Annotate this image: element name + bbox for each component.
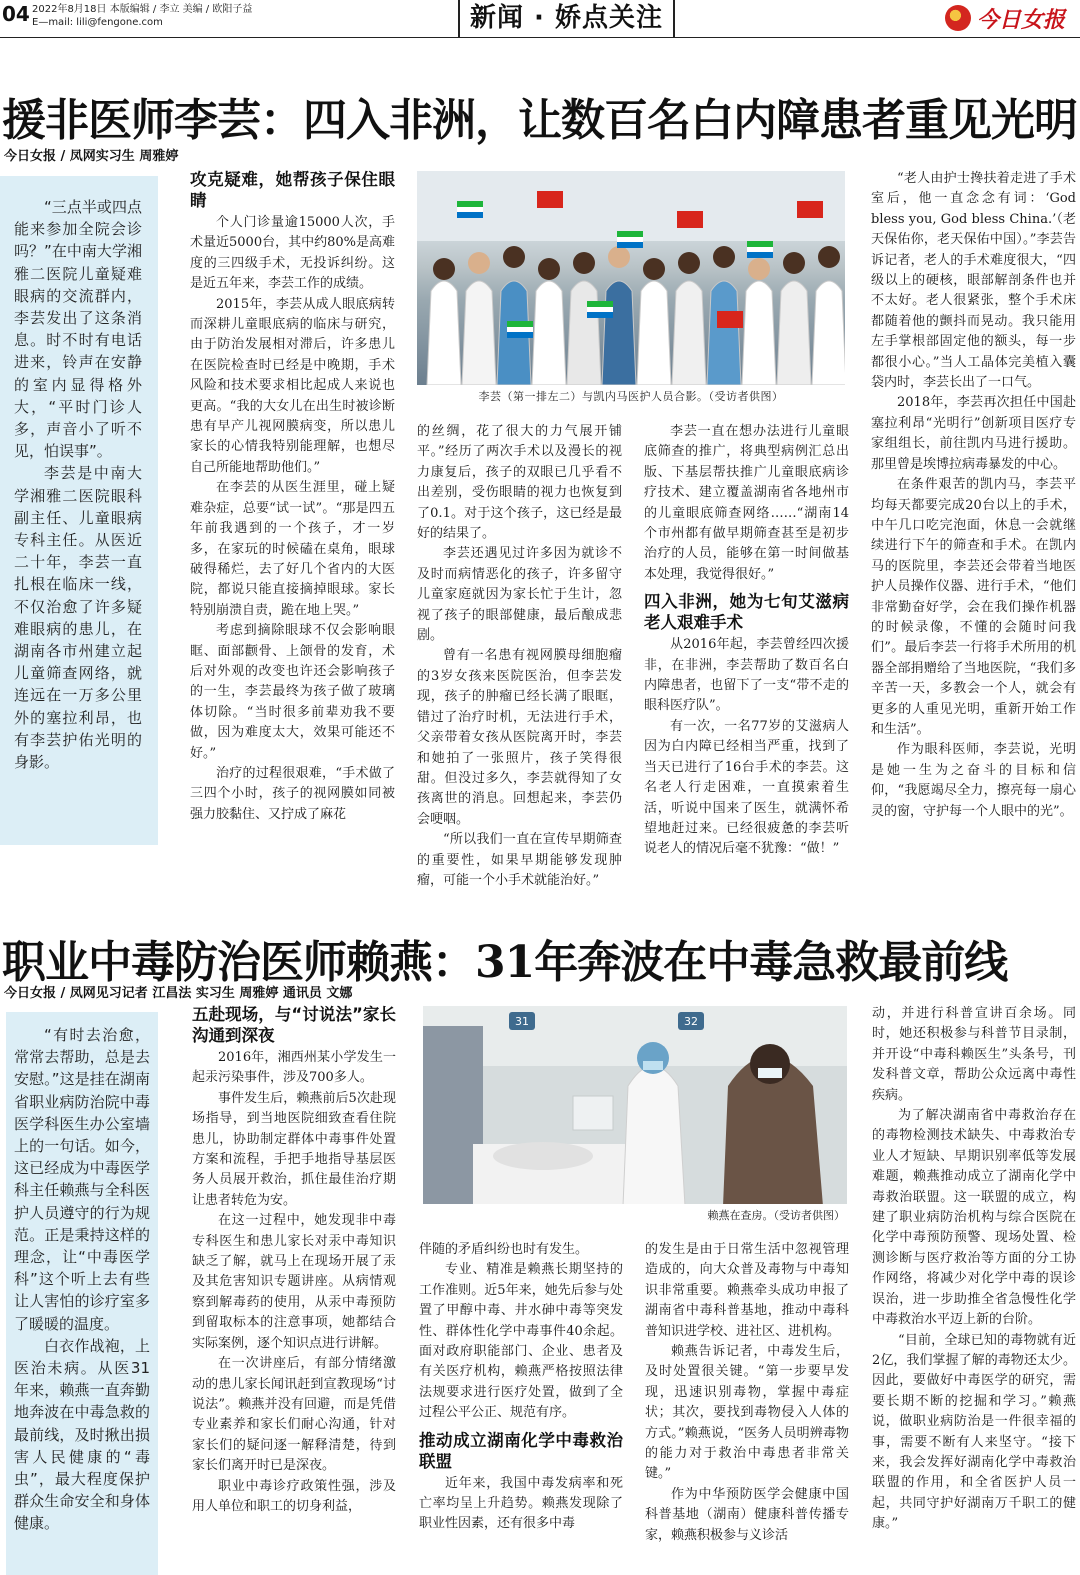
- article2-column-4: [872, 1004, 1076, 1575]
- email-line: E—mail: lili@fengone.com: [32, 17, 163, 28]
- paragraph: 治疗的过程很艰难，“手术做了三四个小时，孩子的视网膜如同被强力胶黏住、又拧成了麻花: [190, 765, 395, 822]
- editor-line: 2022年8月18日 本版编辑 / 李立 美编 / 欧阳子益: [32, 4, 253, 15]
- article2-lead-text: [14, 1024, 150, 1569]
- paragraph: 白衣作战袍，上医治未病。从医31年来，赖燕一直奔勤地奔波在中毒急救的最前线，及时揪出损害人民健康的“毒虫”，最大程度保护群众生命安全和身体健康。: [14, 1336, 150, 1533]
- newspaper-logo: [945, 3, 1065, 33]
- paragraph: “所以我们一直在宣传早期筛查的重要性，如果早期能够发现肿瘤，可能一个小手术就能治好。”: [417, 832, 622, 888]
- article1-lead-box: [0, 176, 158, 845]
- paragraph: 个人门诊量逾15000人次，手术量近5000台，其中约80%是高难度的三四级手术，无投诉纠纷。这是近五年来，李芸工作的成绩。: [190, 215, 395, 292]
- article1-column-1: [190, 169, 395, 897]
- paragraph: 作为眼科医师，李芸说，光明是她一生为之奋斗的目标和信仰，“我愿竭尽全力，擦亮每一扇心灵的窗，守护每一个人眼中的光”。: [871, 742, 1076, 819]
- paragraph: 伴随的矛盾纠纷也时有发生。: [419, 1242, 589, 1257]
- masthead: [0, 0, 1080, 38]
- article2-column-1: [192, 1004, 396, 1575]
- paragraph: “目前，全球已知的毒物就有近2亿，我们掌握了解的毒物还太少。因此，要做好中毒医学的研究，需要长期不断的挖掘和学习。”赖燕说，做职业病防治是一件很幸福的事，需要不断有人来坚守。“接下来，我会发挥好湖南化学中毒救治联盟的作用，和全省医护人员一起，共同守护好湖南万千职工的健康。”: [872, 1332, 1076, 1532]
- article1-lead-text: [14, 196, 142, 836]
- paragraph: 的丝绸，花了很大的力气展开铺平。”经历了两次手术以及漫长的视力康复后，孩子的双眼已几乎看不出差别，受伤眼睛的视力也恢复到了0.1。对于这个孩子，这已经是最好的结果了。: [417, 424, 622, 542]
- paragraph: 近年来，我国中毒发病率和死亡率均呈上升趋势。赖燕发现除了职业性因素，还有很多中毒: [419, 1475, 623, 1532]
- svg-text:31: 31: [515, 1015, 529, 1028]
- subheading: 推动成立湖南化学中毒救治联盟: [419, 1430, 623, 1471]
- group-photo-illustration: [417, 171, 845, 385]
- logo-emblem-icon: [945, 5, 971, 31]
- page-number: 04: [2, 2, 30, 26]
- paragraph: 事件发生后，赖燕前后5次赴现场指导，到当地医院细致查看住院患儿，协助制定群体中毒事件处置方案和流程，手把手地指导基层医务人员展开救治，抓住最佳治疗期让患者转危为安。: [192, 1090, 396, 1208]
- paragraph: 动，并进行科普宣讲百余场。同时，她还积极参与科普节目录制，并开设“中毒科赖医生”头条号，刊发科普文章，帮助公众远离中毒性疾病。: [872, 1006, 1076, 1103]
- paragraph: 的发生是由于日常生活中忽视管理造成的，向大众普及毒物与中毒知识非常重要。赖燕牵头成功申报了湖南省中毒科普基地，推动中毒科普知识进学校、进社区、进机构。: [645, 1242, 849, 1339]
- article1-column-4: [871, 169, 1076, 869]
- article2-lead-box: [6, 1012, 158, 1575]
- paragraph: 在条件艰苦的凯内马，李芸平均每天都要完成20台以上的手术，中午几口吃完泡面，休息一会就继续进行下午的筛查和手术。在凯内马的医院里，李芸还会带着当地医护人员操作仪器、进行手术，“他们非常勤奋好学，会在我们操作机器的时候录像，不懂的会随时问我们”。最后李芸一行将手术所用的机器全部捐赠给了当地医院，“我们多辛苦一天，多教会一个人，就会有更多的人重见光明，重新开始工作和生活”。: [871, 477, 1076, 737]
- article1-photo-caption: 李芸（第一排左二）与凯内马医护人员合影。（受访者供图）: [478, 390, 784, 403]
- paragraph: 职业中毒诊疗政策性强，涉及用人单位和职工的切身利益，: [192, 1478, 396, 1514]
- subheading: 四入非洲，她为七旬艾滋病老人艰难手术: [644, 592, 849, 633]
- section-title: 新闻 · 娇点关注: [458, 0, 675, 38]
- paragraph: 专业、精准是赖燕长期坚持的工作准则。近5年来，她先后参与处置了甲醇中毒、井水砷中毒等突发性、群体性化学中毒事件40余起。面对政府职能部门、企业、患者及有关医疗机构，赖燕严格按照法律法规要求进行医疗处置，做到了全过程公平公正、规范有序。: [419, 1262, 623, 1421]
- paragraph: 为了解决湖南省中毒救治存在的毒物检测技术缺失、中毒救治专业人才短缺、早期识别率低等发展难题，赖燕推动成立了湖南化学中毒救治联盟。这一联盟的成立，构建了职业病防治机构与综合医院在化学中毒预防预警、现场处置、检测诊断与医疗救治等方面的分工协作网络，将减少对化学中毒的误诊误治，进一步助推全省急慢性化学中毒救治水平迈上新的台阶。: [872, 1108, 1076, 1328]
- logo-text: 今日女报: [977, 6, 1066, 33]
- article1-byline: 今日女报 / 凤网实习生 周雅婷: [4, 149, 179, 164]
- paragraph: 在这一过程中，她发现非中毒专科医生和患儿家长对汞中毒知识缺乏了解，就马上在现场开展了汞及其危害知识专题讲座。从病情观察到解毒药的使用，从汞中毒预防到留取标本的注意事项，她都结合实际案例，逐个知识点进行讲解。: [192, 1213, 396, 1351]
- paragraph: 考虑到摘除眼球不仅会影响眼眶、面部颧骨、上颌骨的发育，术后对外观的改变也许还会影响孩子的一生，李芸最终为孩子做了玻璃体切除。“当时很多前辈劝我不要做，因为难度太大，效果可能还不好。”: [190, 623, 395, 761]
- paragraph: “三点半或四点能来参加全院会诊吗？”在中南大学湘雅二医院儿童疑难眼病的交流群内，李芸发出了这条消息。时不时有电话进来，铃声在安静的室内显得格外大，“平时门诊人多，声音小了听不见，怕误事”。: [14, 198, 142, 461]
- paragraph: 在李芸的从医生涯里，碰上疑难杂症，总要“试一试”。“那是四五年前我遇到的一个孩子，才一岁多，在家玩的时候磕在桌角，眼球破得稀烂，去了好几个省内的大医院，都说只能直接摘掉眼球。家长特别崩溃自责，跪在地上哭。”: [190, 480, 395, 618]
- paragraph: 赖燕告诉记者，中毒发生后，及时处置很关键。“第一步要早发现，迅速识别毒物，掌握中毒症状；其次，要找到毒物侵入人体的方式。”赖燕说，“医务人员明辨毒物的能力对于救治中毒患者非常关键。”: [645, 1344, 849, 1482]
- article2-photo-caption: 赖燕在查房。（受访者供图）: [707, 1209, 845, 1222]
- paragraph: 2018年，李芸再次担任中国赴塞拉利昂“光明行”创新项目医疗专家组组长，前往凯内马进行援助。那里曾是埃博拉病毒暴发的中心。: [871, 395, 1076, 472]
- svg-text:32: 32: [684, 1015, 698, 1028]
- article2-headline: 职业中毒防治医师赖燕：31年奔波在中毒急救最前线: [2, 937, 1008, 988]
- ward-photo-illustration: [423, 1006, 847, 1204]
- paragraph: “有时去治愈，常常去帮助，总是去安慰。”这是挂在湖南省职业病防治院中毒医学科医生办公室墙上的一句话。如今，这已经成为中毒医学科主任赖燕与全科医护人员遵守的行为规范。正是秉持这样的理念，让“中毒医学科”这个听上去有些让人害怕的诊疗室多了暖暖的温度。: [14, 1026, 150, 1333]
- paragraph: 2016年，湘西州某小学发生一起汞污染事件，涉及700多人。: [192, 1050, 396, 1086]
- paragraph: “老人由护士搀扶着走进了手术室后，他一直念念有词：‘God bless you, God bless China.’（老天保佑你，老天保佑中国）。”李芸告诉记者，老人的手术难度很大，“四级以上的硬核，眼部解剖条件也并不太好。老人很紧张，整个手术床都随着他的颤抖而晃动。我只能用左手掌根部固定他的额头，每一步都很小心。”当人工晶体完美植入囊袋内时，李芸长出了一口气。: [871, 171, 1076, 391]
- paragraph: 李芸是中南大学湘雅二医院眼科副主任、儿童眼病专科主任。从医近二十年，李芸一直扎根在临床一线，不仅治愈了许多疑难眼病的患儿，在湖南各市州建立起儿童筛查网络，就连远在一万多公里外的塞拉利昂，也有李芸护佑光明的身影。: [14, 464, 142, 772]
- paragraph: 从2016年起，李芸曾经四次援非，在非洲，李芸帮助了数百名白内障患者，也留下了一支“带不走的眼科医疗队”。: [644, 637, 849, 714]
- subheading: 攻克疑难，她帮孩子保住眼睛: [190, 170, 395, 210]
- paragraph: 有一次，一名77岁的艾滋病人因为白内障已经相当严重，找到了当天已进行了16台手术的李芸。这名老人行走困难，一直摸索着生活，听说中国来了医生，就满怀希望地赶过来。已经很疲惫的李芸听说老人的情况后毫不犹豫：“做！”: [644, 718, 849, 857]
- subheading: 五赴现场，与“讨说法”家长沟通到深夜: [192, 1005, 396, 1045]
- article1-photo: [417, 171, 845, 385]
- article1-headline: 援非医师李芸：四入非洲，让数百名白内障患者重见光明: [2, 95, 1077, 146]
- article1-column-3: [644, 422, 849, 898]
- article2-column-3: [645, 1240, 849, 1575]
- paragraph: 作为中华预防医学会健康中国科普基地（湖南）健康科普传播专家，赖燕积极参与义诊活: [645, 1486, 849, 1543]
- paragraph: 曾有一名患有视网膜母细胞瘤的3岁女孩来医院医治，但李芸发现，孩子的肿瘤已经长满了眼眶，错过了治疗时机，无法进行手术，父亲带着女孩从医院离开时，李芸和她拍了一张照片，孩子笑得很甜。但没过多久，李芸就得知了女孩离世的消息。回想起来，李芸仍会哽咽。: [417, 648, 622, 827]
- page-meta: [32, 3, 252, 29]
- paragraph: 李芸还遇见过许多因为就诊不及时而病情恶化的孩子，许多留守儿童家庭就因为家长忙于生计，忽视了孩子的眼部健康，最后酿成悲剧。: [417, 546, 622, 644]
- paragraph: 在一次讲座后，有部分情绪激动的患儿家长闻讯赶到宣教现场“讨说法”。赖燕并没有回避，而是凭借专业素养和家长们耐心沟通，针对家长们的疑问逐一解释清楚，待到家长们离开时已是深夜。: [192, 1356, 396, 1474]
- article2-byline: 今日女报 / 凤网见习记者 江昌法 实习生 周雅婷 通讯员 文娜: [4, 986, 353, 1001]
- article1-column-2: [417, 422, 622, 898]
- article2-photo: [423, 1006, 847, 1204]
- article2-column-2: [419, 1240, 623, 1575]
- paragraph: 2015年，李芸从成人眼底病转而深耕儿童眼底病的临床与研究，由于防治发展相对滞后，许多患儿在医院检查时已经是中晚期，手术风险和技术要求相比起成人来说也更高。“我的大女儿在出生时被诊断患有早产儿视网膜病变，所以患儿家长的心情我特别能理解，也想尽自己所能地帮助他们。”: [190, 296, 395, 475]
- paragraph: 李芸一直在想办法进行儿童眼底筛查的推广，将典型病例汇总出版、下基层帮扶推广儿童眼底病诊疗技术、建立覆盖湖南省各地州市的儿童眼底筛查网络……“湖南14个市州都有做早期筛查甚至是初步治疗的人员，能够在第一时间做基本处理，我觉得很好。”: [644, 424, 849, 582]
